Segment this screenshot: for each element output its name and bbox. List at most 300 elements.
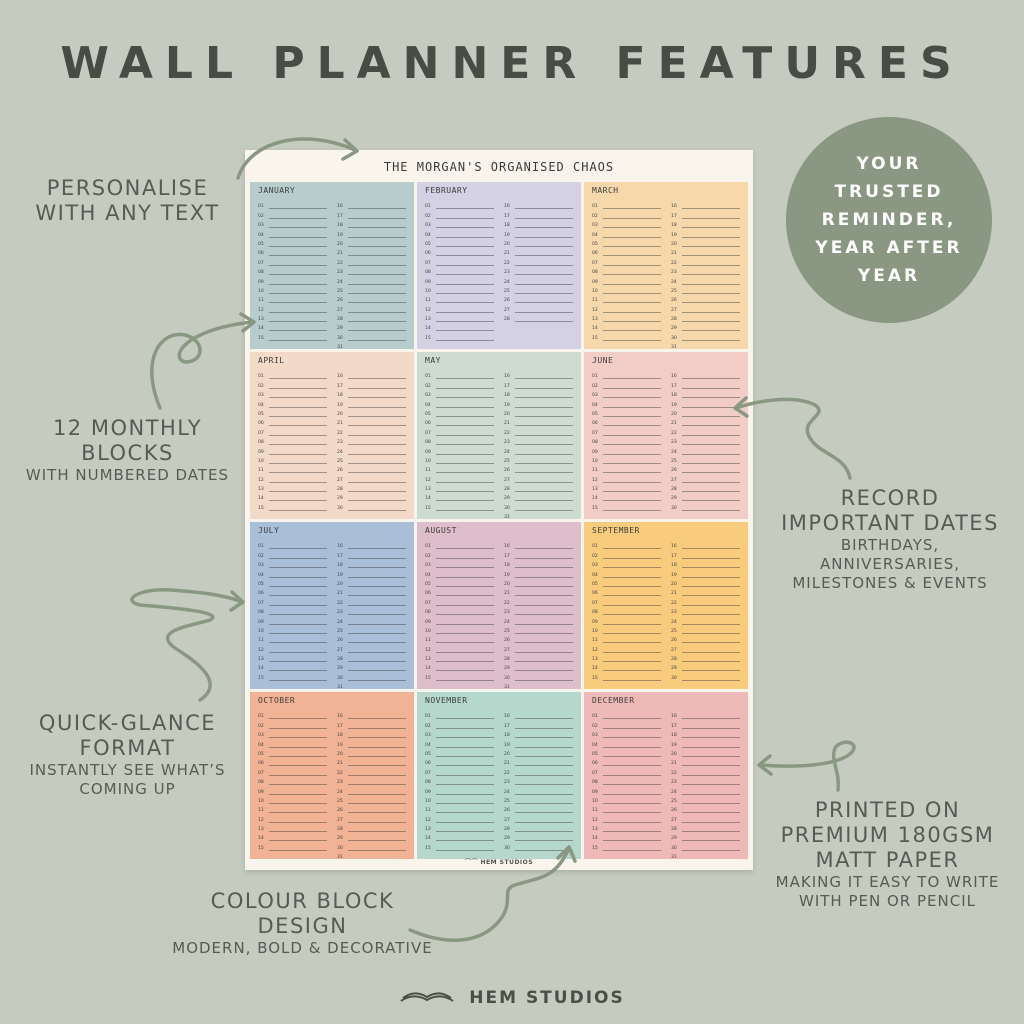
date-number: 07: [258, 770, 264, 776]
date-number: 03: [425, 563, 431, 569]
date-number: 30: [671, 845, 677, 851]
date-number: 23: [504, 610, 510, 616]
date-number: 09: [258, 789, 264, 795]
date-number: 03: [592, 223, 598, 229]
date-number: 06: [425, 591, 431, 597]
date-number: 20: [337, 751, 343, 757]
date-number: 29: [671, 666, 677, 672]
date-number: 05: [258, 751, 264, 757]
date-number: 21: [671, 251, 677, 257]
date-number: 08: [592, 440, 598, 446]
date-number: 09: [425, 619, 431, 625]
date-number: 23: [671, 270, 677, 276]
date-number: 13: [258, 827, 264, 833]
date-number: 09: [592, 619, 598, 625]
date-number: 08: [258, 610, 264, 616]
date-number: 23: [671, 610, 677, 616]
month-name: JULY: [258, 526, 280, 535]
date-number: 25: [337, 798, 343, 804]
date-number: 18: [671, 563, 677, 569]
date-number: 05: [425, 751, 431, 757]
date-number: 30: [337, 845, 343, 851]
feature-record-subtitle: BIRTHDAYS, ANNIVERSARIES, MILESTONES & EVENTS: [792, 536, 988, 592]
arrow-quick-glance: [132, 590, 243, 700]
date-number: 01: [592, 544, 598, 550]
date-number: 26: [504, 468, 510, 474]
date-number: 27: [671, 817, 677, 823]
date-number: 19: [337, 232, 343, 238]
date-number: 05: [258, 581, 264, 587]
date-number: 28: [671, 827, 677, 833]
date-number: 02: [425, 383, 431, 389]
date-number: 11: [592, 808, 598, 814]
date-number: 27: [504, 817, 510, 823]
date-number: 07: [592, 600, 598, 606]
date-number: 09: [425, 279, 431, 285]
date-number: 12: [425, 477, 431, 483]
date-number: 21: [337, 591, 343, 597]
month-name: NOVEMBER: [425, 696, 468, 705]
date-number: 22: [671, 430, 677, 436]
date-number: 09: [258, 619, 264, 625]
date-number: 10: [425, 288, 431, 294]
date-number: 05: [425, 581, 431, 587]
book-icon: [399, 991, 455, 1005]
date-number: 09: [592, 279, 598, 285]
date-number: 15: [592, 505, 598, 511]
date-number: 23: [337, 610, 343, 616]
date-number: 30: [337, 675, 343, 681]
date-number: 24: [671, 449, 677, 455]
date-number: 16: [671, 204, 677, 210]
date-number: 21: [337, 761, 343, 767]
date-number: 12: [425, 307, 431, 313]
date-number: 03: [258, 563, 264, 569]
date-number: 26: [671, 638, 677, 644]
date-number: 01: [258, 544, 264, 550]
date-number: 10: [258, 458, 264, 464]
date-number: 02: [425, 723, 431, 729]
feature-monthly-title: 12 MONTHLY BLOCKS: [52, 416, 203, 465]
date-number: 09: [425, 449, 431, 455]
date-number: 04: [592, 572, 598, 578]
date-number: 25: [504, 458, 510, 464]
date-number: 30: [671, 335, 677, 341]
date-number: 11: [592, 468, 598, 474]
date-number: 17: [337, 213, 343, 219]
date-number: 09: [258, 279, 264, 285]
date-number: 15: [425, 335, 431, 341]
date-number: 21: [504, 761, 510, 767]
date-number: 07: [425, 770, 431, 776]
date-number: 30: [504, 505, 510, 511]
month-name: OCTOBER: [258, 696, 296, 705]
date-number: 18: [504, 563, 510, 569]
date-number: 20: [504, 411, 510, 417]
date-number: 23: [671, 440, 677, 446]
date-number: 19: [337, 742, 343, 748]
date-number: 27: [504, 477, 510, 483]
date-number: 29: [337, 326, 343, 332]
date-number: 31: [337, 345, 343, 349]
date-number: 24: [504, 279, 510, 285]
date-number: 12: [258, 817, 264, 823]
date-number: 08: [592, 270, 598, 276]
date-number: 13: [425, 317, 431, 323]
date-number: 07: [258, 430, 264, 436]
date-number: 17: [504, 723, 510, 729]
date-number: 26: [337, 808, 343, 814]
date-number: 10: [425, 628, 431, 634]
date-number: 06: [425, 251, 431, 257]
date-number: 29: [671, 326, 677, 332]
date-number: 13: [592, 317, 598, 323]
date-number: 12: [592, 817, 598, 823]
date-number: 07: [592, 430, 598, 436]
date-number: 04: [258, 742, 264, 748]
date-number: 24: [337, 449, 343, 455]
date-number: 17: [671, 213, 677, 219]
date-number: 02: [258, 213, 264, 219]
feature-colour-subtitle: MODERN, BOLD & DECORATIVE: [172, 939, 433, 957]
feature-quick-title: QUICK-GLANCE FORMAT: [38, 711, 217, 760]
date-number: 01: [258, 374, 264, 380]
date-number: 14: [425, 666, 431, 672]
date-number: 02: [258, 723, 264, 729]
date-number: 13: [425, 487, 431, 493]
date-number: 06: [592, 591, 598, 597]
date-number: 21: [504, 421, 510, 427]
date-number: 19: [671, 402, 677, 408]
date-number: 22: [504, 430, 510, 436]
date-number: 06: [592, 421, 598, 427]
date-number: 20: [337, 581, 343, 587]
date-number: 08: [425, 270, 431, 276]
date-number: 05: [592, 411, 598, 417]
date-number: 23: [504, 780, 510, 786]
date-number: 10: [258, 288, 264, 294]
date-number: 21: [671, 421, 677, 427]
footer-brand: [0, 988, 1024, 1008]
date-number: 07: [258, 600, 264, 606]
date-number: 12: [258, 477, 264, 483]
date-number: 04: [425, 742, 431, 748]
date-number: 02: [425, 553, 431, 559]
date-number: 29: [671, 836, 677, 842]
date-number: 07: [425, 260, 431, 266]
date-number: 04: [258, 232, 264, 238]
date-number: 24: [504, 789, 510, 795]
date-number: 06: [258, 761, 264, 767]
date-number: 27: [504, 307, 510, 313]
date-number: 31: [337, 685, 343, 689]
date-number: 22: [337, 770, 343, 776]
date-number: 24: [504, 449, 510, 455]
date-number: 16: [504, 714, 510, 720]
date-number: 15: [258, 675, 264, 681]
date-number: 01: [258, 714, 264, 720]
date-number: 06: [592, 251, 598, 257]
date-number: 12: [258, 647, 264, 653]
date-number: 16: [504, 374, 510, 380]
date-number: 27: [671, 647, 677, 653]
date-number: 28: [504, 657, 510, 663]
date-number: 24: [671, 619, 677, 625]
month-name: JANUARY: [258, 186, 296, 195]
date-number: 27: [671, 477, 677, 483]
date-number: 17: [337, 383, 343, 389]
feature-colour-title: COLOUR BLOCK DESIGN: [210, 889, 395, 938]
date-number: 07: [592, 770, 598, 776]
feature-monthly-subtitle: WITH NUMBERED DATES: [25, 466, 230, 484]
date-number: 03: [258, 223, 264, 229]
date-number: 22: [504, 260, 510, 266]
date-number: 01: [425, 374, 431, 380]
date-number: 04: [258, 402, 264, 408]
date-number: 15: [258, 505, 264, 511]
date-number: 29: [671, 496, 677, 502]
feature-record-title: RECORD IMPORTANT DATES: [781, 486, 999, 535]
date-number: 30: [504, 845, 510, 851]
date-number: 11: [425, 468, 431, 474]
date-number: 18: [504, 223, 510, 229]
date-number: 19: [671, 572, 677, 578]
date-number: 17: [337, 553, 343, 559]
date-number: 22: [337, 600, 343, 606]
month-name: MARCH: [592, 186, 619, 195]
date-number: 25: [671, 798, 677, 804]
date-number: 16: [504, 204, 510, 210]
date-number: 25: [337, 628, 343, 634]
date-number: 14: [258, 666, 264, 672]
date-number: 02: [258, 553, 264, 559]
date-number: 25: [504, 798, 510, 804]
date-number: 24: [337, 279, 343, 285]
date-number: 24: [337, 619, 343, 625]
arrow-monthly: [152, 314, 254, 408]
date-number: 16: [337, 204, 343, 210]
date-number: 18: [671, 393, 677, 399]
feature-quick-subtitle: INSTANTLY SEE WHAT’S COMING UP: [29, 761, 226, 798]
date-number: 23: [504, 440, 510, 446]
date-number: 26: [504, 638, 510, 644]
date-number: 10: [258, 798, 264, 804]
date-number: 13: [425, 827, 431, 833]
feature-printed-subtitle: MAKING IT EASY TO WRITE WITH PEN OR PENCIL: [775, 873, 1000, 910]
date-number: 23: [337, 780, 343, 786]
date-number: 09: [425, 789, 431, 795]
date-number: 22: [671, 770, 677, 776]
date-number: 06: [425, 761, 431, 767]
date-number: 08: [425, 440, 431, 446]
date-number: 20: [337, 241, 343, 247]
date-number: 08: [258, 270, 264, 276]
trusted-reminder-badge: YOUR TRUSTED REMINDER, YEAR AFTER YEAR: [786, 117, 992, 323]
date-number: 01: [425, 544, 431, 550]
arrow-record: [735, 398, 850, 478]
date-number: 19: [504, 402, 510, 408]
date-number: 01: [425, 204, 431, 210]
date-number: 12: [425, 647, 431, 653]
date-number: 04: [592, 232, 598, 238]
date-number: 05: [592, 581, 598, 587]
date-number: 19: [671, 232, 677, 238]
date-number: 19: [671, 742, 677, 748]
date-number: 05: [425, 241, 431, 247]
date-number: 28: [671, 317, 677, 323]
date-number: 26: [337, 298, 343, 304]
date-number: 20: [337, 411, 343, 417]
date-number: 02: [258, 383, 264, 389]
date-number: 18: [337, 563, 343, 569]
date-number: 22: [504, 600, 510, 606]
date-number: 28: [671, 487, 677, 493]
date-number: 20: [671, 581, 677, 587]
date-number: 13: [592, 487, 598, 493]
date-number: 06: [258, 591, 264, 597]
date-number: 14: [592, 836, 598, 842]
date-number: 22: [504, 770, 510, 776]
date-number: 26: [504, 298, 510, 304]
date-number: 08: [592, 780, 598, 786]
date-number: 25: [671, 628, 677, 634]
date-number: 10: [592, 798, 598, 804]
date-number: 30: [671, 675, 677, 681]
date-number: 14: [258, 496, 264, 502]
poster-brand-label: HEM STUDIOS: [480, 859, 534, 866]
date-number: 08: [425, 610, 431, 616]
date-number: 07: [592, 260, 598, 266]
date-number: 02: [592, 383, 598, 389]
month-name: APRIL: [258, 356, 285, 365]
date-number: 30: [337, 335, 343, 341]
date-number: 03: [425, 393, 431, 399]
date-number: 27: [337, 647, 343, 653]
date-number: 18: [671, 223, 677, 229]
date-number: 12: [258, 307, 264, 313]
date-number: 04: [425, 402, 431, 408]
poster-book-icon: ⌒⌒: [464, 859, 481, 866]
date-number: 21: [504, 591, 510, 597]
date-number: 17: [337, 723, 343, 729]
date-number: 05: [258, 411, 264, 417]
date-number: 10: [592, 458, 598, 464]
date-number: 28: [337, 487, 343, 493]
date-number: 15: [592, 335, 598, 341]
date-number: 21: [337, 421, 343, 427]
date-number: 21: [671, 591, 677, 597]
date-number: 17: [504, 553, 510, 559]
date-number: 16: [671, 714, 677, 720]
date-number: 09: [592, 449, 598, 455]
date-number: 31: [671, 855, 677, 859]
date-number: 04: [592, 742, 598, 748]
date-number: 12: [425, 817, 431, 823]
date-number: 05: [258, 241, 264, 247]
date-number: 21: [671, 761, 677, 767]
date-number: 01: [592, 204, 598, 210]
date-number: 27: [337, 817, 343, 823]
date-number: 14: [592, 666, 598, 672]
date-number: 09: [592, 789, 598, 795]
month-name: MAY: [425, 356, 441, 365]
date-number: 24: [671, 279, 677, 285]
date-number: 26: [337, 638, 343, 644]
feature-personalise-title: PERSONALISE WITH ANY TEXT: [35, 176, 220, 225]
date-number: 02: [592, 213, 598, 219]
date-number: 12: [592, 477, 598, 483]
date-number: 01: [592, 374, 598, 380]
date-number: 11: [425, 298, 431, 304]
date-number: 28: [671, 657, 677, 663]
date-number: 18: [337, 393, 343, 399]
date-number: 24: [504, 619, 510, 625]
date-number: 05: [592, 751, 598, 757]
date-number: 19: [504, 572, 510, 578]
date-number: 29: [504, 666, 510, 672]
date-number: 02: [592, 723, 598, 729]
date-number: 04: [425, 572, 431, 578]
date-number: 04: [425, 232, 431, 238]
date-number: 21: [337, 251, 343, 257]
date-number: 24: [337, 789, 343, 795]
date-number: 11: [258, 298, 264, 304]
date-number: 10: [258, 628, 264, 634]
date-number: 14: [425, 326, 431, 332]
date-number: 18: [504, 733, 510, 739]
date-number: 10: [425, 798, 431, 804]
date-number: 19: [337, 402, 343, 408]
date-number: 08: [258, 780, 264, 786]
date-number: 03: [425, 223, 431, 229]
date-number: 17: [671, 723, 677, 729]
date-number: 12: [592, 647, 598, 653]
date-number: 28: [504, 827, 510, 833]
date-number: 03: [258, 393, 264, 399]
date-number: 28: [504, 317, 510, 323]
date-number: 15: [425, 845, 431, 851]
date-number: 29: [337, 666, 343, 672]
date-number: 12: [592, 307, 598, 313]
date-number: 09: [258, 449, 264, 455]
date-number: 06: [258, 251, 264, 257]
date-number: 26: [671, 298, 677, 304]
date-number: 18: [337, 223, 343, 229]
feature-printed-title: PRINTED ON PREMIUM 180GSM MATT PAPER: [780, 798, 995, 872]
date-number: 15: [425, 505, 431, 511]
date-number: 15: [592, 845, 598, 851]
date-number: 21: [504, 251, 510, 257]
date-number: 15: [258, 845, 264, 851]
date-number: 30: [504, 675, 510, 681]
date-number: 25: [337, 288, 343, 294]
date-number: 26: [337, 468, 343, 474]
date-number: 23: [337, 440, 343, 446]
date-number: 03: [592, 563, 598, 569]
date-number: 27: [337, 477, 343, 483]
date-number: 11: [425, 808, 431, 814]
date-number: 07: [425, 430, 431, 436]
date-number: 11: [258, 468, 264, 474]
date-number: 19: [337, 572, 343, 578]
date-number: 03: [425, 733, 431, 739]
date-number: 03: [592, 393, 598, 399]
date-number: 20: [671, 751, 677, 757]
date-number: 18: [504, 393, 510, 399]
date-number: 11: [258, 638, 264, 644]
date-number: 20: [504, 751, 510, 757]
date-number: 17: [504, 213, 510, 219]
